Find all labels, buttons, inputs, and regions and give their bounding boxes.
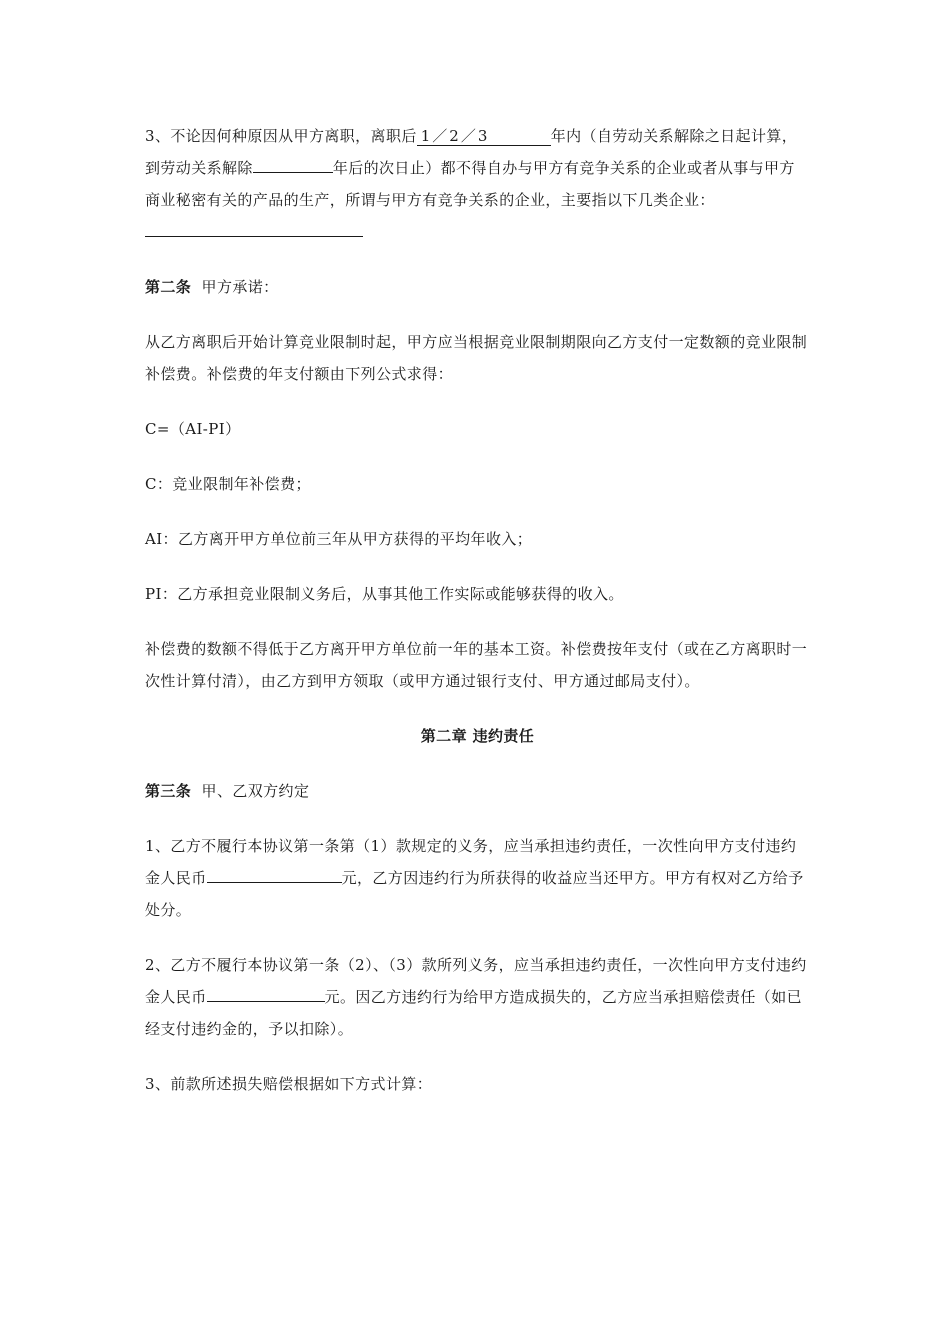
definition-pi: PI：乙方承担竞业限制义务后，从事其他工作实际或能够获得的收入。 — [145, 585, 624, 603]
clause-3-text-2: 年内（自劳动关系解除之日起计算，到劳动关系解除 — [145, 127, 798, 177]
penalty-amount-blank-2 — [207, 1001, 325, 1002]
article-3-title: 第三条 — [145, 782, 192, 800]
clause-3-text-3: 年后的次日止）都不得自办与甲方有竞争关系的企业或者从事与甲方商业秘密有关的产品的生产，所谓与甲方有竞争关系的企业，主要指以下几类企业： — [145, 159, 795, 209]
clause-3-text-1: 3、不论因何种原因从甲方离职，离职后 — [145, 127, 417, 145]
chapter-2-title: 第二章 违约责任 — [420, 727, 535, 745]
compensation-formula: C=（AI-PI） — [145, 420, 241, 438]
article-2-subtitle: 甲方承诺： — [201, 278, 279, 296]
article-2-title: 第二条 — [145, 278, 192, 296]
compensation-paragraph: 从乙方离职后开始计算竞业限制时起，甲方应当根据竞业限制期限向乙方支付一定数额的竞业限制补偿费。补偿费的年支付额由下列公式求得： — [145, 333, 808, 383]
item-1-text-2: 元，乙方因违约行为所获得的收益应当还甲方。甲方有权对乙方给予处分。 — [145, 869, 804, 919]
item-2-text-2: 元。因乙方违约行为给甲方造成损失的，乙方应当承担赔偿责任（如已经支付违约金的，予以扣除）。 — [145, 988, 803, 1038]
item-1-text-1: 1、乙方不履行本协议第一条第（1）款规定的义务，应当承担违约责任，一次性向甲方支付违约金人民币 — [145, 837, 797, 887]
definition-ai: AI：乙方离开甲方单位前三年从甲方获得的平均年收入； — [145, 530, 533, 548]
penalty-amount-blank-1 — [207, 882, 342, 883]
article-3-item-3: 3、前款所述损失赔偿根据如下方式计算： — [145, 1075, 433, 1093]
payment-terms-paragraph: 补偿费的数额不得低于乙方离开甲方单位前一年的基本工资。补偿费按年支付（或在乙方离职时一次性计算付清），由乙方到甲方领取（或甲方通过银行支付、甲方通过邮局支付）。 — [145, 640, 808, 690]
definition-c: C：竞业限制年补偿费； — [145, 475, 311, 493]
clause-3-paragraph — [145, 120, 810, 248]
company-types-blank — [145, 236, 363, 237]
document-body — [145, 120, 810, 1100]
article-3-item-2 — [145, 949, 810, 1045]
termination-years-blank — [253, 172, 333, 173]
article-3-heading — [145, 775, 810, 807]
article-2-heading — [145, 271, 810, 303]
article-3-item-1 — [145, 830, 810, 926]
article-3-subtitle: 甲、乙双方约定 — [201, 782, 310, 800]
years-blank: 1／2／3 — [417, 127, 551, 146]
item-2-text-1: 2、乙方不履行本协议第一条（2）、（3）款所列义务，应当承担违约责任，一次性向甲方支付违约金人民币 — [145, 956, 807, 1006]
